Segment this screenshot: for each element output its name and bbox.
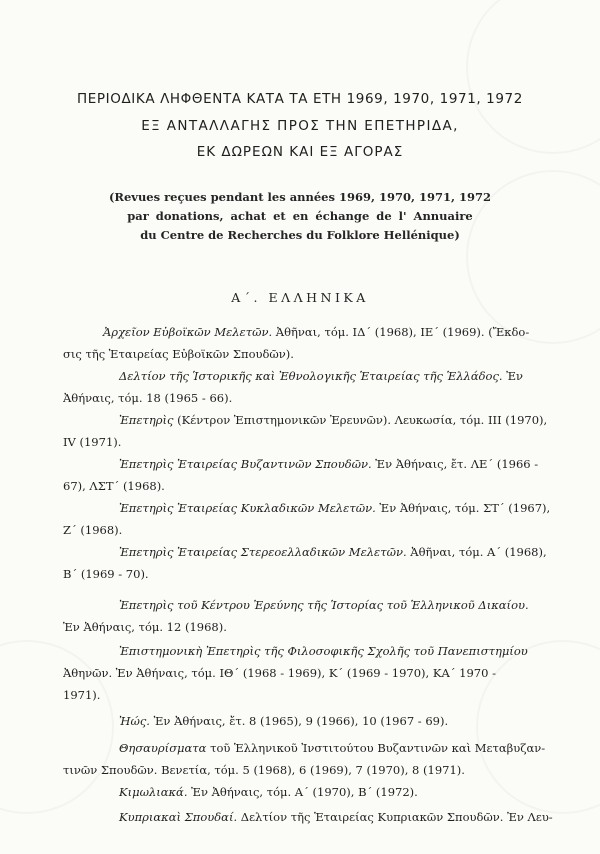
journal-title: Ἐπετηρὶς τοῦ Κέντρου Ἐρεύνης τῆς Ἱστορίας τοῦ Ἑλληνικοῦ Δικαίου. [119,598,529,612]
bibliography-entry [63,781,568,803]
bibliography-entry [63,640,568,706]
entry-text: Ἐν Ἀθήναις, τόμ. 12 (1968). [63,620,227,634]
journal-title: Κυπριακαὶ Σπουδαί. [119,810,238,824]
entry-text: IV (1971). [63,435,122,449]
entry-text: Β΄ (1969 - 70). [63,567,149,581]
bibliography-entry [63,541,568,585]
bibliography-entry [63,737,568,781]
bibliography-entry [63,409,568,453]
journal-title: Θησαυρίσματα [119,741,207,755]
journal-title: Ἐπετηρὶς Ἑταιρείας Βυζαντινῶν Σπουδῶν. [119,457,372,471]
entry-text: Ἀθηνῶν. Ἐν Ἀθήναις, τόμ. ΙΘ΄ (1968 - 1969), Κ΄ (1969 - 1970), ΚΑ΄ 1970 - [63,666,496,680]
journal-title: Κιμωλιακά. [119,785,188,799]
entry-text: Ἐν Ἀθήναις, ἔτ. 8 (1965), 9 (1966), 10 (1967 - 69). [149,714,449,728]
title-line-1: ΠΕΡΙΟΔΙΚΑ ΛΗΦΘΕΝΤΑ ΚΑΤΑ ΤΑ ΕΤΗ 1969, 1970, 1971, 1972 [77,91,523,107]
entry-text: (Κέντρον Ἐπιστημονικῶν Ἐρευνῶν). Λευκωσία, τόμ. ΙΙΙ (1970), [173,413,548,427]
entry-text: Ἐν Ἀθήναις, τόμ. Α΄ (1970), Β΄ (1972). [187,785,418,799]
subtitle-line-2: par donations, achat et en échange de l' Annuaire [127,209,473,223]
entry-text: Ζ΄ (1968). [63,523,123,537]
subtitle-line-3: du Centre de Recherches du Folklore Hellénique) [140,228,460,242]
entry-text: Ἀθῆναι, τόμ. ΙΔ΄ (1968), ΙΕ΄ (1969). (Ἔκδο- [272,325,530,339]
journal-title: Ἠώς. [119,714,150,728]
entry-text: σις τῆς Ἑταιρείας Εὐβοϊκῶν Σπουδῶν). [63,347,294,361]
bibliography-entry [63,321,568,365]
entry-text: Δελτίον τῆς Ἑταιρείας Κυπριακῶν Σπουδῶν. Ἐν Λευ- [237,810,553,824]
section-heading: Α΄. ΕΛΛΗΝΙΚΑ [231,290,369,305]
journal-title: Δελτίον τῆς Ἱστορικῆς καὶ Ἐθνολογικῆς Ἑταιρείας τῆς Ἑλλάδος. [119,369,503,383]
journal-title: Ἐπετηρὶς [119,413,174,427]
subtitle-line-1: (Revues reçues pendant les années 1969, 1970, 1971, 1972 [108,190,492,204]
entry-text: 67), ΛΣΤ΄ (1968). [63,479,165,493]
title-line-3: ΕΚ ΔΩΡΕΩΝ ΚΑΙ ΕΞ ΑΓΟΡΑΣ [196,144,404,160]
entry-text: τοῦ Ἑλληνικοῦ Ἰνστιτούτου Βυζαντινῶν καὶ Μεταβυζαν- [206,741,546,755]
bibliography-entry [63,710,568,732]
bibliography-entry [63,365,568,409]
journal-title: Ἐπετηρὶς Ἑταιρείας Κυκλαδικῶν Μελετῶν. [119,501,376,515]
entry-text: 1971). [63,688,101,702]
entry-text: Ἀθῆναι, τόμ. Α΄ (1968), [406,545,547,559]
title-line-2: ΕΞ ΑΝΤΑΛΛΑΓΗΣ ΠΡΟΣ ΤΗΝ ΕΠΕΤΗΡΙΔΑ, [141,118,459,134]
journal-title: Ἐπιστημονικὴ Ἐπετηρὶς τῆς Φιλοσοφικῆς Σχολῆς τοῦ Πανεπιστημίου [119,644,528,658]
entry-text: τινῶν Σπουδῶν. Βενετία, τόμ. 5 (1968), 6 (1969), 7 (1970), 8 (1971). [63,763,465,777]
entry-text: Ἐν Ἀθήναις, τόμ. ΣΤ΄ (1967), [375,501,551,515]
entry-text: Ἀθήναις, τόμ. 18 (1965 - 66). [63,391,233,405]
bibliography-entry [63,594,568,638]
entry-text: Ἐν Ἀθήναις, ἔτ. ΛΕ΄ (1966 - [371,457,539,471]
bibliography-entry [63,497,568,541]
entry-text: Ἐν [502,369,524,383]
journal-title: Ἐπετηρὶς Ἑταιρείας Στερεοελλαδικῶν Μελετῶν. [119,545,407,559]
bibliography-entry [63,453,568,497]
journal-title: Ἀρχεῖον Εὐβοϊκῶν Μελετῶν. [103,325,273,339]
bibliography-entry [63,806,568,828]
